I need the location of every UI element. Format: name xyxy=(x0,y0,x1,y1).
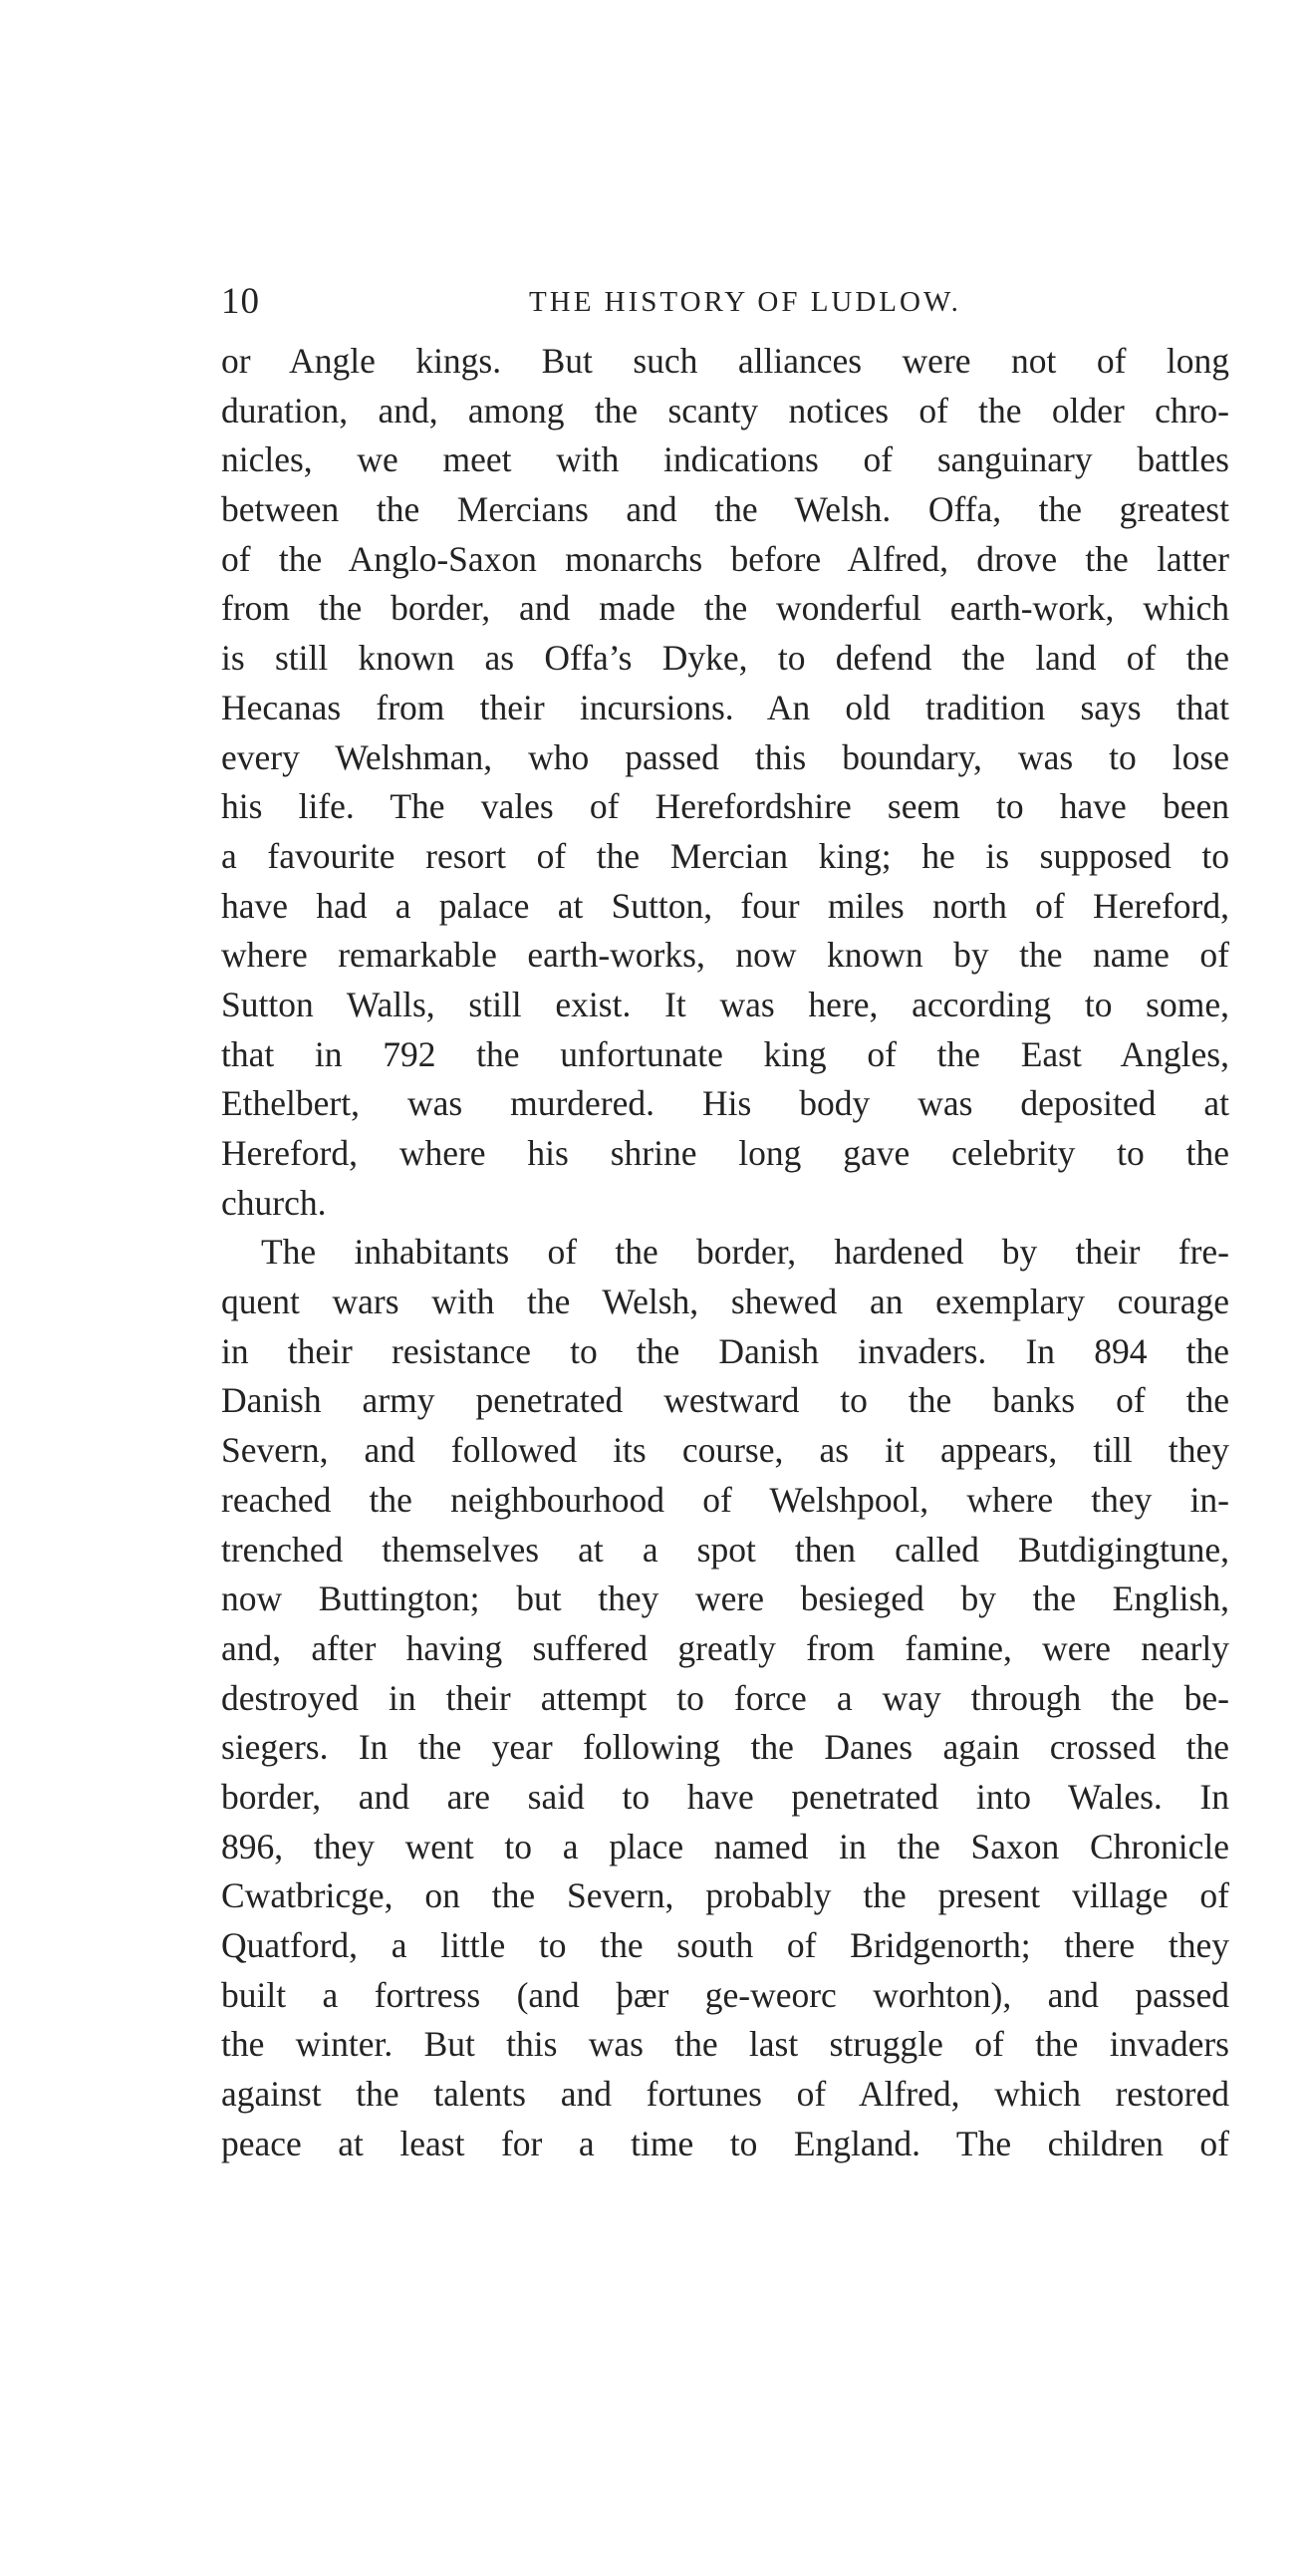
text-line: Quatford, a little to the south of Bridgenorth; there they xyxy=(221,1925,1229,1965)
paragraph-first-line: The inhabitants of the border, hardened by their fre- xyxy=(261,1232,1229,1273)
page-number: 10 xyxy=(221,281,260,322)
text-line: from the border, and made the wonderful earth-work, which xyxy=(221,588,1229,629)
text-line: quent wars with the Welsh, shewed an exemplary courage xyxy=(221,1282,1229,1322)
text-line: between the Mercians and the Welsh. Offa, the greatest xyxy=(221,489,1229,530)
text-line: in their resistance to the Danish invaders. In 894 the xyxy=(221,1330,1229,1371)
body-text xyxy=(221,337,1229,2168)
text-line: duration, and, among the scanty notices of the older chro- xyxy=(221,390,1229,430)
text-line: reached the neighbourhood of Welshpool, where they in- xyxy=(221,1479,1229,1520)
text-line: Danish army penetrated westward to the banks of the xyxy=(221,1380,1229,1421)
text-line: peace at least for a time to England. The children of xyxy=(221,2123,1229,2163)
text-line: every Welshman, who passed this boundary, was to lose xyxy=(221,736,1229,777)
running-head xyxy=(221,277,1229,327)
text-line: the winter. But this was the last struggle of the invaders xyxy=(221,2024,1229,2065)
text-line: destroyed in their attempt to force a way through the be- xyxy=(221,1677,1229,1718)
text-line: border, and are said to have penetrated into Wales. In xyxy=(221,1776,1229,1817)
running-title: THE HISTORY OF LUDLOW. xyxy=(529,286,961,318)
text-line: against the talents and fortunes of Alfred, which restored xyxy=(221,2074,1229,2115)
text-line: Severn, and followed its course, as it appears, till they xyxy=(221,1430,1229,1471)
text-line: trenched themselves at a spot then called Butdigingtune, xyxy=(221,1529,1229,1570)
text-line: Sutton Walls, still exist. It was here, according to some, xyxy=(221,984,1229,1024)
text-line: a favourite resort of the Mercian king; he is supposed to xyxy=(221,835,1229,876)
text-line: nicles, we meet with indications of sanguinary battles xyxy=(221,439,1229,480)
text-line: siegers. In the year following the Danes again crossed the xyxy=(221,1727,1229,1768)
text-line: that in 792 the unfortunate king of the East Angles, xyxy=(221,1033,1229,1074)
text-line: Ethelbert, was murdered. His body was deposited at xyxy=(221,1083,1229,1124)
text-line: where remarkable earth-works, now known by the name of xyxy=(221,935,1229,976)
text-line: and, after having suffered greatly from famine, were nearly xyxy=(221,1627,1229,1668)
text-line: have had a palace at Sutton, four miles north of Hereford, xyxy=(221,885,1229,926)
text-line: his life. The vales of Herefordshire seem to have been xyxy=(221,786,1229,827)
text-line: of the Anglo-Saxon monarchs before Alfred, drove the latter xyxy=(221,538,1229,579)
text-line: Hecanas from their incursions. An old tradition says that xyxy=(221,687,1229,727)
text-line: Hereford, where his shrine long gave celebrity to the xyxy=(221,1133,1229,1173)
text-line: now Buttington; but they were besieged by the English, xyxy=(221,1578,1229,1619)
text-line: 896, they went to a place named in the Saxon Chronicle xyxy=(221,1826,1229,1866)
text-line: built a fortress (and þær ge-weorc worhton), and passed xyxy=(221,1974,1229,2015)
text-line: is still known as Offa’s Dyke, to defend the land of the xyxy=(221,638,1229,679)
paragraph-end-line: church. xyxy=(221,1182,327,1223)
text-line: Cwatbricge, on the Severn, probably the present village of xyxy=(221,1875,1229,1916)
text-line: or Angle kings. But such alliances were not of long xyxy=(221,341,1229,381)
